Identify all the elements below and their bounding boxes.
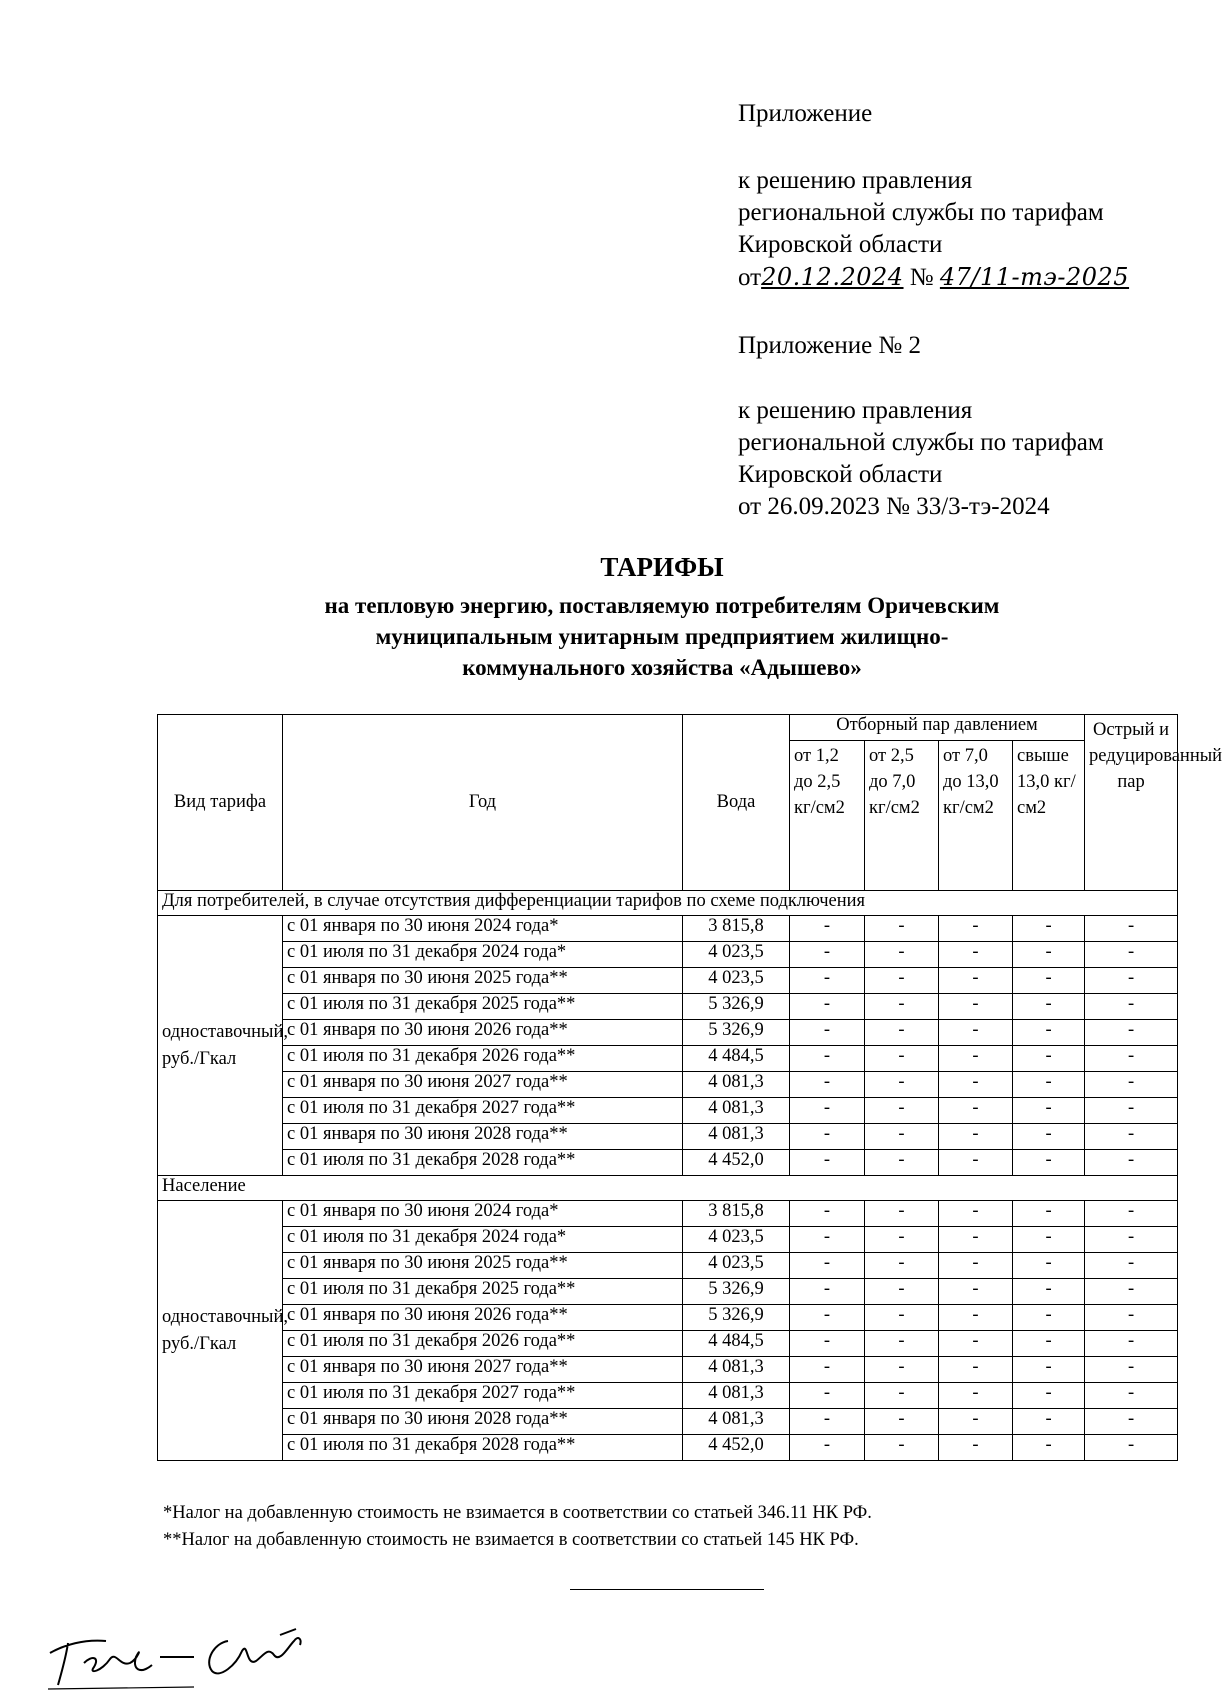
- title-subtitle-line: коммунального хозяйства «Адышево»: [462, 655, 862, 680]
- steam-4-cell: -: [1013, 916, 1085, 942]
- water-tariff-cell: 4 081,3: [683, 1383, 790, 1409]
- table-row: [158, 1046, 1178, 1072]
- steam-1-cell: -: [790, 916, 865, 942]
- water-tariff-cell: 4 081,3: [683, 1409, 790, 1435]
- steam-2-cell: -: [865, 994, 939, 1020]
- footnote: *Налог на добавленную стоимость не взимается в соответствии со статьей 346.11 НК РФ.: [163, 1503, 872, 1523]
- steam-1-cell: -: [790, 1305, 865, 1331]
- sharp-steam-cell: -: [1085, 1279, 1178, 1305]
- period-cell: с 01 января по 30 июня 2024 года*: [283, 1201, 683, 1227]
- steam-3-cell: -: [939, 968, 1013, 994]
- period-cell: с 01 июля по 31 декабря 2028 года**: [283, 1435, 683, 1461]
- table-row: [158, 942, 1178, 968]
- steam-1-cell: -: [790, 1150, 865, 1176]
- steam-1-cell: -: [790, 1020, 865, 1046]
- water-tariff-cell: 4 081,3: [683, 1098, 790, 1124]
- sharp-steam-cell: -: [1085, 968, 1178, 994]
- table-row: [158, 1098, 1178, 1124]
- steam-1-cell: -: [790, 1098, 865, 1124]
- period-cell: с 01 июля по 31 декабря 2024 года*: [283, 942, 683, 968]
- steam-3-cell: -: [939, 1331, 1013, 1357]
- section-label: Для потребителей, в случае отсутствия дифференциации тарифов по схеме подключения: [158, 891, 1178, 916]
- period-cell: с 01 января по 30 июня 2027 года**: [283, 1357, 683, 1383]
- water-tariff-cell: 4 484,5: [683, 1331, 790, 1357]
- footnotes: [163, 1500, 872, 1554]
- section-header-row: [158, 891, 1178, 916]
- period-cell: с 01 января по 30 июня 2026 года**: [283, 1305, 683, 1331]
- signature-image: [44, 1605, 314, 1693]
- header-steam-4: свыше 13,0 кг/см2: [1013, 741, 1085, 891]
- appendix-1-title-text: Приложение: [738, 100, 873, 127]
- water-tariff-cell: 5 326,9: [683, 1020, 790, 1046]
- table-row: [158, 1409, 1178, 1435]
- sharp-steam-cell: -: [1085, 1227, 1178, 1253]
- steam-4-cell: -: [1013, 1046, 1085, 1072]
- steam-2-cell: -: [865, 1201, 939, 1227]
- steam-4-cell: -: [1013, 1357, 1085, 1383]
- steam-3-cell: -: [939, 1435, 1013, 1461]
- tariff-kind-cell: одноставочный, руб./Гкал: [158, 1201, 283, 1461]
- water-tariff-cell: 4 484,5: [683, 1046, 790, 1072]
- steam-2-cell: -: [865, 1409, 939, 1435]
- steam-2-cell: -: [865, 1331, 939, 1357]
- steam-3-cell: -: [939, 1046, 1013, 1072]
- steam-4-cell: -: [1013, 1150, 1085, 1176]
- steam-2-cell: -: [865, 1150, 939, 1176]
- water-tariff-cell: 4 023,5: [683, 1253, 790, 1279]
- steam-3-cell: -: [939, 1020, 1013, 1046]
- sharp-steam-cell: -: [1085, 1201, 1178, 1227]
- steam-4-cell: -: [1013, 994, 1085, 1020]
- period-cell: с 01 января по 30 июня 2026 года**: [283, 1020, 683, 1046]
- period-cell: с 01 июля по 31 декабря 2026 года**: [283, 1331, 683, 1357]
- appendix-1-date-line: [738, 261, 1129, 294]
- water-tariff-cell: 3 815,8: [683, 1201, 790, 1227]
- steam-3-cell: -: [939, 1357, 1013, 1383]
- date-prefix: от: [738, 264, 762, 291]
- appendix-2-line: региональной службы по тарифам: [738, 429, 1104, 456]
- period-cell: с 01 июля по 31 декабря 2025 года**: [283, 1279, 683, 1305]
- steam-1-cell: -: [790, 1435, 865, 1461]
- water-tariff-cell: 5 326,9: [683, 1279, 790, 1305]
- period-cell: с 01 января по 30 июня 2025 года**: [283, 1253, 683, 1279]
- water-tariff-cell: 4 023,5: [683, 942, 790, 968]
- steam-3-cell: -: [939, 1227, 1013, 1253]
- steam-2-cell: -: [865, 1383, 939, 1409]
- steam-1-cell: -: [790, 1046, 865, 1072]
- steam-1-cell: -: [790, 994, 865, 1020]
- handwritten-number: 47/11-тэ-2025: [939, 263, 1130, 291]
- period-cell: с 01 января по 30 июня 2028 года**: [283, 1124, 683, 1150]
- handwritten-date: 20.12.2024: [761, 263, 904, 291]
- steam-3-cell: -: [939, 1098, 1013, 1124]
- appendix-2-line: Кировской области: [738, 461, 943, 488]
- appendix-2-line: к решению правления: [738, 397, 973, 424]
- sharp-steam-cell: -: [1085, 1383, 1178, 1409]
- table-row: [158, 968, 1178, 994]
- header-steam-3: от 7,0 до 13,0 кг/см2: [939, 741, 1013, 891]
- sharp-steam-cell: -: [1085, 1020, 1178, 1046]
- appendix-1-line: Кировской области: [738, 231, 943, 258]
- period-cell: с 01 января по 30 июня 2024 года*: [283, 916, 683, 942]
- steam-4-cell: -: [1013, 1020, 1085, 1046]
- table-row: [158, 1435, 1178, 1461]
- tariff-table: [157, 714, 1222, 1461]
- table-row: [158, 1124, 1178, 1150]
- steam-2-cell: -: [865, 1124, 939, 1150]
- appendix-2-title-text: Приложение № 2: [738, 332, 922, 359]
- section-label: Население: [158, 1176, 1178, 1201]
- steam-2-cell: -: [865, 1020, 939, 1046]
- steam-4-cell: -: [1013, 1409, 1085, 1435]
- steam-4-cell: -: [1013, 968, 1085, 994]
- steam-1-cell: -: [790, 1331, 865, 1357]
- title-main: ТАРИФЫ: [600, 552, 724, 582]
- appendix-1-line: региональной службы по тарифам: [738, 199, 1104, 226]
- water-tariff-cell: 3 815,8: [683, 916, 790, 942]
- header-water: Вода: [683, 715, 790, 891]
- water-tariff-cell: 4 452,0: [683, 1150, 790, 1176]
- steam-2-cell: -: [865, 942, 939, 968]
- steam-4-cell: -: [1013, 1072, 1085, 1098]
- steam-4-cell: -: [1013, 1331, 1085, 1357]
- period-cell: с 01 июля по 31 декабря 2027 года**: [283, 1383, 683, 1409]
- section-header-row: [158, 1176, 1178, 1201]
- table-row: [158, 1072, 1178, 1098]
- steam-2-cell: -: [865, 1072, 939, 1098]
- table-row: [158, 1201, 1178, 1227]
- steam-1-cell: -: [790, 942, 865, 968]
- header-kind: Вид тарифа: [158, 715, 283, 891]
- steam-4-cell: -: [1013, 1098, 1085, 1124]
- steam-2-cell: -: [865, 1098, 939, 1124]
- steam-3-cell: -: [939, 1124, 1013, 1150]
- steam-4-cell: -: [1013, 1124, 1085, 1150]
- divider-line: [570, 1589, 764, 1590]
- steam-1-cell: -: [790, 1201, 865, 1227]
- sharp-steam-cell: -: [1085, 1305, 1178, 1331]
- steam-1-cell: -: [790, 1357, 865, 1383]
- appendix-2-line: от 26.09.2023 № 33/3-тэ-2024: [738, 493, 1050, 520]
- period-cell: с 01 июля по 31 декабря 2024 года*: [283, 1227, 683, 1253]
- sharp-steam-cell: -: [1085, 1124, 1178, 1150]
- title-subtitle-line: муниципальным унитарным предприятием жилищно-: [375, 624, 949, 649]
- steam-1-cell: -: [790, 1072, 865, 1098]
- table-row: [158, 1253, 1178, 1279]
- water-tariff-cell: 4 023,5: [683, 968, 790, 994]
- header-steam-2: от 2,5 до 7,0 кг/см2: [865, 741, 939, 891]
- title-subtitle: [150, 590, 1174, 683]
- steam-4-cell: -: [1013, 1305, 1085, 1331]
- steam-2-cell: -: [865, 1357, 939, 1383]
- steam-3-cell: -: [939, 1072, 1013, 1098]
- steam-2-cell: -: [865, 968, 939, 994]
- steam-1-cell: -: [790, 1124, 865, 1150]
- water-tariff-cell: 4 081,3: [683, 1072, 790, 1098]
- header-steam-1: от 1,2 до 2,5 кг/см2: [790, 741, 865, 891]
- steam-1-cell: -: [790, 1279, 865, 1305]
- steam-3-cell: -: [939, 1383, 1013, 1409]
- table-row: [158, 1383, 1178, 1409]
- header-year: Год: [283, 715, 683, 891]
- sharp-steam-cell: -: [1085, 1098, 1178, 1124]
- header-sharp-steam: Острый и редуцированный пар: [1085, 715, 1178, 891]
- table-row: [158, 994, 1178, 1020]
- header-steam-group: Отборный пар давлением: [790, 715, 1085, 741]
- period-cell: с 01 июля по 31 декабря 2025 года**: [283, 994, 683, 1020]
- steam-2-cell: -: [865, 1305, 939, 1331]
- steam-2-cell: -: [865, 1435, 939, 1461]
- steam-2-cell: -: [865, 1227, 939, 1253]
- steam-3-cell: -: [939, 1150, 1013, 1176]
- steam-3-cell: -: [939, 1279, 1013, 1305]
- sharp-steam-cell: -: [1085, 942, 1178, 968]
- steam-3-cell: -: [939, 916, 1013, 942]
- water-tariff-cell: 4 452,0: [683, 1435, 790, 1461]
- tariff-kind-cell: одноставочный, руб./Гкал: [158, 916, 283, 1176]
- appendix-1-reference: [738, 165, 1129, 294]
- table-row: [158, 1279, 1178, 1305]
- steam-3-cell: -: [939, 1409, 1013, 1435]
- steam-3-cell: -: [939, 1305, 1013, 1331]
- appendix-1-title: [738, 98, 872, 130]
- number-sign: №: [909, 264, 934, 291]
- table-row: [158, 1227, 1178, 1253]
- steam-4-cell: -: [1013, 1201, 1085, 1227]
- sharp-steam-cell: -: [1085, 1409, 1178, 1435]
- sharp-steam-cell: -: [1085, 1253, 1178, 1279]
- steam-2-cell: -: [865, 1279, 939, 1305]
- steam-2-cell: -: [865, 1253, 939, 1279]
- steam-3-cell: -: [939, 942, 1013, 968]
- steam-4-cell: -: [1013, 1383, 1085, 1409]
- title-subtitle-line: на тепловую энергию, поставляемую потребителям Оричевским: [324, 593, 1000, 618]
- appendix-2-reference: [738, 395, 1104, 523]
- period-cell: с 01 июля по 31 декабря 2028 года**: [283, 1150, 683, 1176]
- steam-4-cell: -: [1013, 1435, 1085, 1461]
- steam-3-cell: -: [939, 994, 1013, 1020]
- steam-2-cell: -: [865, 1046, 939, 1072]
- steam-4-cell: -: [1013, 1279, 1085, 1305]
- steam-1-cell: -: [790, 1383, 865, 1409]
- water-tariff-cell: 5 326,9: [683, 1305, 790, 1331]
- table-row: [158, 1305, 1178, 1331]
- sharp-steam-cell: -: [1085, 1435, 1178, 1461]
- steam-1-cell: -: [790, 1409, 865, 1435]
- water-tariff-cell: 4 081,3: [683, 1124, 790, 1150]
- document-title: [150, 550, 1174, 683]
- water-tariff-cell: 4 023,5: [683, 1227, 790, 1253]
- period-cell: с 01 января по 30 июня 2027 года**: [283, 1072, 683, 1098]
- steam-2-cell: -: [865, 916, 939, 942]
- footnote: **Налог на добавленную стоимость не взимается в соответствии со статьей 145 НК РФ.: [163, 1530, 859, 1550]
- table-row: [158, 1150, 1178, 1176]
- period-cell: с 01 января по 30 июня 2025 года**: [283, 968, 683, 994]
- water-tariff-cell: 4 081,3: [683, 1357, 790, 1383]
- steam-4-cell: -: [1013, 1227, 1085, 1253]
- table-row: [158, 916, 1178, 942]
- steam-1-cell: -: [790, 1253, 865, 1279]
- appendix-2-title: [738, 330, 921, 362]
- steam-1-cell: -: [790, 1227, 865, 1253]
- period-cell: с 01 июля по 31 декабря 2026 года**: [283, 1046, 683, 1072]
- sharp-steam-cell: -: [1085, 916, 1178, 942]
- sharp-steam-cell: -: [1085, 1072, 1178, 1098]
- water-tariff-cell: 5 326,9: [683, 994, 790, 1020]
- steam-4-cell: -: [1013, 942, 1085, 968]
- sharp-steam-cell: -: [1085, 1357, 1178, 1383]
- steam-3-cell: -: [939, 1253, 1013, 1279]
- sharp-steam-cell: -: [1085, 994, 1178, 1020]
- steam-4-cell: -: [1013, 1253, 1085, 1279]
- table-row: [158, 1331, 1178, 1357]
- table-header: [158, 715, 1222, 891]
- table-row: [158, 1357, 1178, 1383]
- sharp-steam-cell: -: [1085, 1331, 1178, 1357]
- table-row: [158, 1020, 1178, 1046]
- period-cell: с 01 января по 30 июня 2028 года**: [283, 1409, 683, 1435]
- steam-3-cell: -: [939, 1201, 1013, 1227]
- period-cell: с 01 июля по 31 декабря 2027 года**: [283, 1098, 683, 1124]
- sharp-steam-cell: -: [1085, 1150, 1178, 1176]
- steam-1-cell: -: [790, 968, 865, 994]
- table-body: [158, 891, 1178, 1461]
- appendix-1-line: к решению правления: [738, 167, 973, 194]
- sharp-steam-cell: -: [1085, 1046, 1178, 1072]
